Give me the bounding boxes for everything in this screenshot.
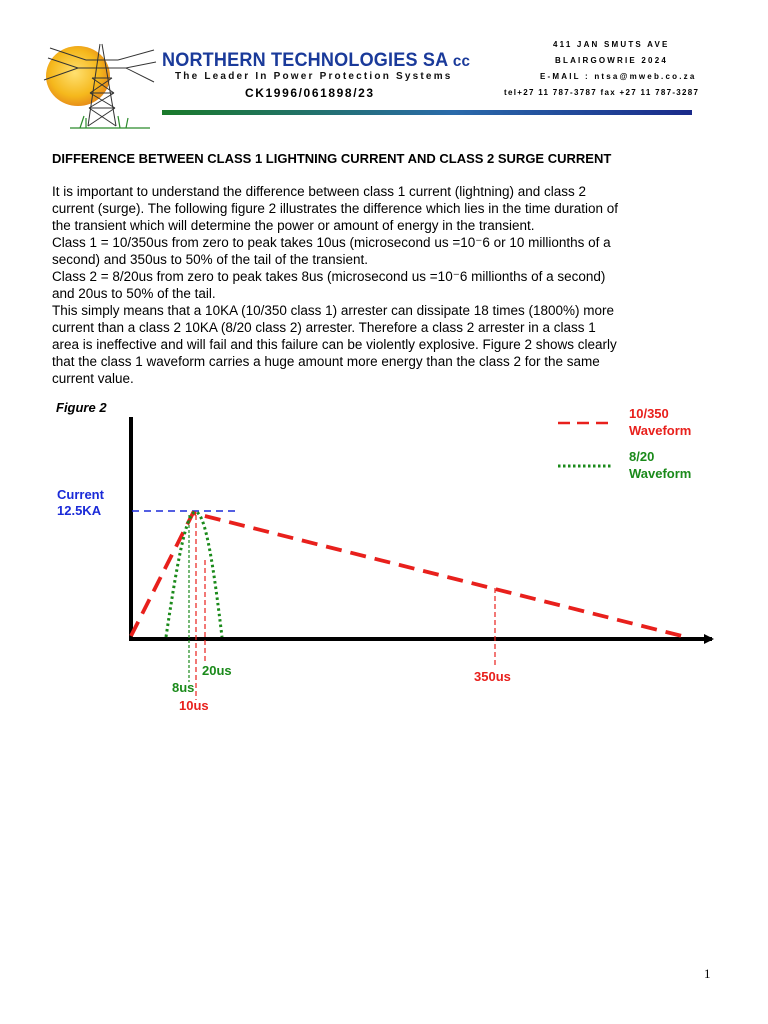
address-line-2: BLAIRGOWRIE 2024 xyxy=(555,56,668,65)
body-line: current value. xyxy=(52,371,134,386)
x-axis-arrow xyxy=(704,634,714,644)
figure-label: Figure 2 xyxy=(56,400,107,415)
tick-label-20us: 20us xyxy=(202,663,232,678)
page-number: 1 xyxy=(704,966,711,981)
tick-label-10us: 10us xyxy=(179,698,209,713)
series-8-20-waveform xyxy=(166,512,222,637)
y-label-peak-value: 12.5KA xyxy=(57,503,102,518)
legend-label-10-350-line2: Waveform xyxy=(629,423,692,438)
legend-label-8-20: 8/20 xyxy=(629,449,655,464)
registration-number: CK1996/061898/23 xyxy=(245,86,375,100)
address-line-1: 411 JAN SMUTS AVE xyxy=(553,40,670,49)
company-suffix: cc xyxy=(452,53,471,70)
legend-label-8-20-line2: Waveform xyxy=(629,466,692,481)
document-heading: DIFFERENCE BETWEEN CLASS 1 LIGHTNING CURRENT AND CLASS 2 SURGE CURRENT xyxy=(52,151,612,166)
body-line: This simply means that a 10KA (10/350 class 1) arrester can dissipate 18 times (1800%) more xyxy=(52,303,615,318)
body-line: that the class 1 waveform carries a huge amount more energy than the class 2 for the same xyxy=(52,354,600,369)
phone-fax: tel+27 11 787-3787 fax +27 11 787-3287 xyxy=(504,88,700,97)
body-line: Class 1 = 10/350us from zero to peak takes 10us (microsecond us =10⁻6 or 10 millionths of a xyxy=(52,235,611,250)
body-line: It is important to understand the difference between class 1 current (lightning) and class 2 xyxy=(52,184,587,199)
body-line: current than a class 2 10KA (8/20 class 2) arrester. Therefore a class 2 arrester in a class 1 xyxy=(52,320,596,335)
tick-label-8us: 8us xyxy=(172,680,195,695)
tick-label-350us: 350us xyxy=(474,669,511,684)
body-line: current (surge). The following figure 2 illustrates the difference which lies in the time duration of xyxy=(52,201,619,216)
series-10-350-waveform xyxy=(131,513,682,636)
y-label-current: Current xyxy=(57,487,104,502)
company-name: NORTHERN TECHNOLOGIES SA cc xyxy=(162,50,471,71)
body-line: and 20us to 50% of the tail. xyxy=(52,286,216,301)
email-address: E-MAIL : ntsa@mweb.co.za xyxy=(540,72,697,81)
body-line: second) and 350us to 50% of the tail of the transient. xyxy=(52,252,368,267)
legend-label-10-350: 10/350 xyxy=(629,406,669,421)
body-line: the transient which will determine the power or amount of energy in the transient. xyxy=(52,218,535,233)
body-line: Class 2 = 8/20us from zero to peak takes 8us (microsecond us =10⁻6 millionths of a second) xyxy=(52,269,606,284)
body-line: area is ineffective and will fail and this failure can be violently explosive. Figure 2 shows clearly xyxy=(52,337,617,352)
company-tagline: The Leader In Power Protection Systems xyxy=(175,71,453,82)
